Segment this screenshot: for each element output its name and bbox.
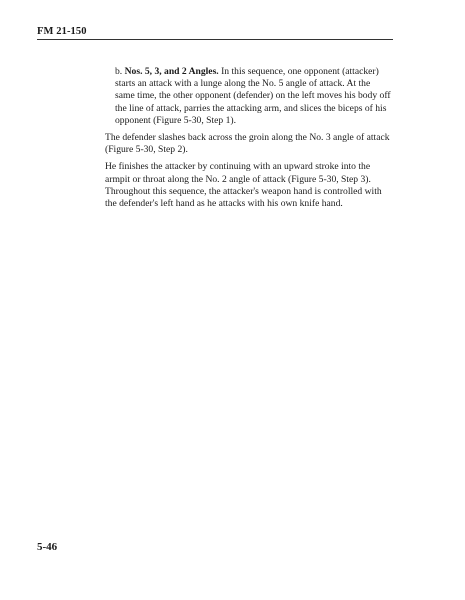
paragraph-1-text: In this sequence, one opponent (attacker) starts an attack with a lunge along the No. 5 angle of attack. At the same time, the other opponent (defender) on the left moves his body off the line of attack, parries the attacking arm, and slices the biceps of his opponent (Figure 5-30, Step 1). xyxy=(115,66,391,126)
page-number: 5-46 xyxy=(37,541,58,553)
subsection-heading: Nos. 5, 3, and 2 Angles. xyxy=(124,66,219,77)
running-header: FM 21-150 xyxy=(37,26,87,37)
paragraph-1 xyxy=(105,66,392,127)
header-divider xyxy=(37,39,393,40)
paragraph-3: He finishes the attacker by continuing with an upward stroke into the armpit or throat along the No. 2 angle of attack (Figure 5-30, Step 3). Throughout this sequence, the attacker's weapon hand is controlled with the defender's left hand as he attacks with his own knife hand. xyxy=(105,161,382,210)
paragraph-2: The defender slashes back across the groin along the No. 3 angle of attack (Figure 5-30, Step 2). xyxy=(105,132,390,156)
subsection-marker: b. xyxy=(115,66,123,77)
body-text xyxy=(105,66,392,215)
